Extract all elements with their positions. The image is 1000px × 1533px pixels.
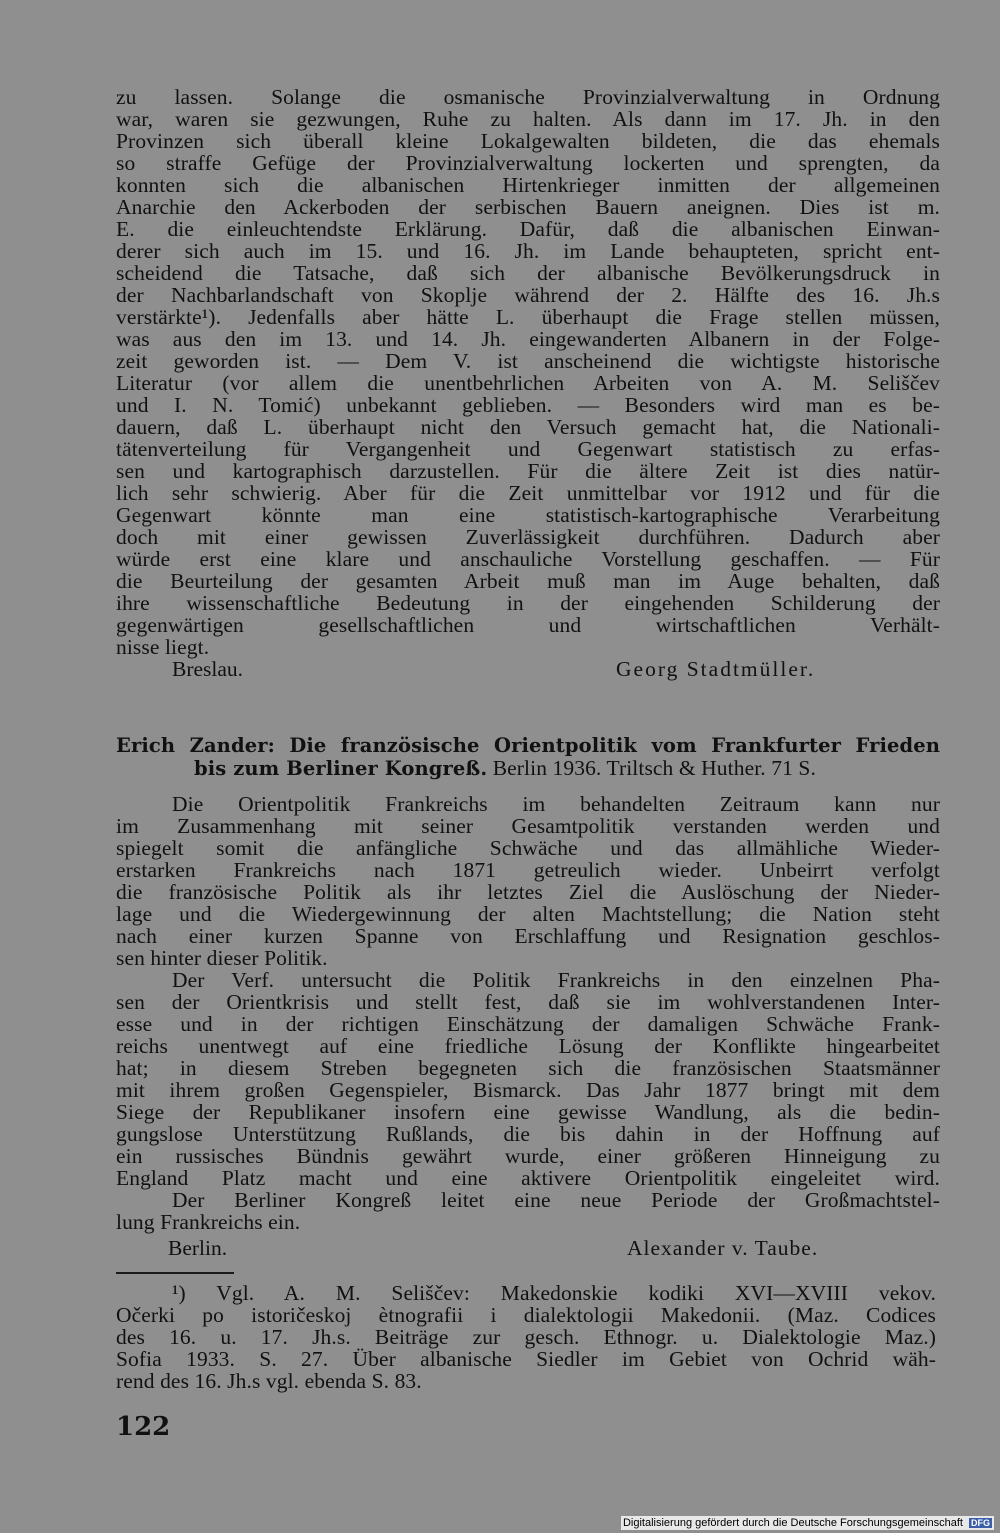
review-place: Berlin. [168,1236,228,1260]
text-line: so straffe Gefüge der Provinzialverwaltung lockerten und sprengten, da [116,151,940,175]
review-body-text [116,793,940,1233]
text-line: Literatur (vor allem die unentbehrlichen Arbeiten von A. M. Seliščev [116,371,940,395]
text-line: gungslose Unterstützung Rußlands, die bis dahin in der Hoffnung auf [116,1122,940,1146]
page-number: 122 [116,1412,171,1442]
footnote-line: ¹) Vgl. A. M. Seliščev: Makedonskie kodiki XVI—XVIII vekov. [172,1281,936,1305]
text-line: Die Orientpolitik Frankreichs im behandelten Zeitraum kann nur [172,792,940,816]
text-line: gegenwärtigen gesellschaftlichen und wirtschaftlichen Verhält- [116,613,940,637]
footnote [116,1282,936,1392]
text-line: sen hinter dieser Politik. [116,946,328,970]
text-line: Siege der Republikaner insofern eine gewisse Wandlung, als die bedin- [116,1100,940,1124]
dfg-logo: DFG [971,1518,990,1528]
text-line: nach einer kurzen Spanne von Erschlaffung und Resignation geschlos- [116,924,940,948]
digitization-credit [621,1516,994,1530]
footnote-line: Očerki po istoričeskoj ètnografii i dialektologii Makedonii. (Maz. Codices [116,1303,936,1327]
text-line: lich sehr schwierig. Aber für die Zeit unmittelbar vor 1912 und für die [116,481,940,505]
credit-text: Digitalisierung gefördert durch die Deutsche Forschungsgemeinschaft [622,1517,963,1529]
text-line: und I. N. Tomić) unbekannt geblieben. — Besonders wird man es be- [116,393,940,417]
text-line: Gegenwart könnte man eine statistisch-kartographische Verarbeitung [116,503,940,527]
text-line: lung Frankreichs ein. [116,1210,301,1234]
review-heading-title-end: bis zum Berliner Kongreß. [194,757,488,780]
footnote-line: rend des 16. Jh.s vgl. ebenda S. 83. [116,1369,422,1393]
review-continuation-text [116,86,940,658]
text-line: ein russisches Bündnis gewährt wurde, einer größeren Hinneigung zu [116,1144,940,1168]
text-line: würde erst eine klare und anschauliche Vorstellung geschaffen. — Für [116,547,940,571]
text-line: Der Berliner Kongreß leitet eine neue Periode der Großmachtstel- [172,1188,940,1212]
text-line: Anarchie den Ackerboden der serbischen Bauern aneignen. Dies ist m. [116,195,940,219]
review-heading-publication: Berlin 1936. Triltsch & Huther. 71 S. [487,756,816,780]
text-line: der Nachbarlandschaft von Skoplje während der 2. Hälfte des 16. Jh.s [116,283,940,307]
text-line: reichs unentwegt auf eine friedliche Lösung der Konflikte hingearbeitet [116,1034,940,1058]
text-line: tätenverteilung für Vergangenheit und Gegenwart statistisch zu erfas- [116,437,940,461]
text-line: sen der Orientkrisis und stellt fest, daß sie im wohlverstandenen Inter- [116,990,940,1014]
text-line: sen und kartographisch darzustellen. Für die ältere Zeit ist dies natür- [116,459,940,483]
review-heading [116,735,940,779]
text-line: die Beurteilung der gesamten Arbeit muß man im Auge behalten, daß [116,569,940,593]
footnote-separator [116,1272,234,1274]
text-line: war, waren sie gezwungen, Ruhe zu halten. Als dann im 17. Jh. in den [116,107,940,131]
footnote-line: des 16. u. 17. Jh.s. Beiträge zur gesch. Ethnogr. u. Dialektologie Maz.) [116,1325,936,1349]
text-line: England Platz macht und eine aktivere Orientpolitik eingeleitet wird. [116,1166,940,1190]
text-line: nisse liegt. [116,635,210,659]
text-line: zeit geworden ist. — Dem V. ist anscheinend die wichtigste historische [116,349,940,373]
text-line: E. die einleuchtendste Erklärung. Dafür, daß die albanischen Einwan- [116,217,940,241]
text-line: lage und die Wiedergewinnung der alten Machtstellung; die Nation steht [116,902,940,926]
review-author: Alexander v. Taube. [627,1236,819,1260]
text-line: erstarken Frankreichs nach 1871 getreulich wieder. Unbeirrt verfolgt [116,858,940,882]
text-line: doch mit einer gewissen Zuverlässigkeit durchführen. Dadurch aber [116,525,940,549]
review-place: Breslau. [172,657,244,681]
text-line: esse und in der richtigen Einschätzung der damaligen Schwäche Frank- [116,1012,940,1036]
review-heading-line-1: Erich Zander: Die französische Orientpolitik vom Frankfurter Frieden [116,734,940,757]
review-heading-line-2 [116,757,940,779]
text-line: scheidend die Tatsache, daß sich der albanische Bevölkerungsdruck in [116,261,940,285]
text-line: ihre wissenschaftliche Bedeutung in der eingehenden Schilderung der [116,591,940,615]
text-line: Provinzen sich überall kleine Lokalgewalten bildeten, die das ehemals [116,129,940,153]
text-line: konnten sich die albanischen Hirtenkrieger inmitten der allgemeinen [116,173,940,197]
text-line: zu lassen. Solange die osmanische Provinzialverwaltung in Ordnung [116,85,940,109]
text-line: die französische Politik als ihr letztes Ziel die Auslöschung der Nieder- [116,880,940,904]
text-line: im Zusammenhang mit seiner Gesamtpolitik verstanden werden und [116,814,940,838]
text-line: mit ihrem großen Gegenspieler, Bismarck. Das Jahr 1877 bringt mit dem [116,1078,940,1102]
review-author: Georg Stadtmüller. [616,657,816,681]
text-line: was aus den im 13. und 14. Jh. eingewanderten Albanern in der Folge- [116,327,940,351]
text-line: spiegelt somit die anfängliche Schwäche und das allmähliche Wieder- [116,836,940,860]
text-line: hat; in diesem Streben begegneten sich die französischen Staatsmänner [116,1056,940,1080]
text-line: verstärkte¹). Jedenfalls aber hätte L. überhaupt die Frage stellen müssen, [116,305,940,329]
text-line: derer sich auch im 15. und 16. Jh. im Lande behaupteten, spricht ent- [116,239,940,263]
text-line: dauern, daß L. überhaupt nicht den Versuch gemacht hat, die Nationali- [116,415,940,439]
footnote-line: Sofia 1933. S. 27. Über albanische Siedler im Gebiet von Ochrid wäh- [116,1347,936,1371]
text-line: Der Verf. untersucht die Politik Frankreichs in den einzelnen Pha- [172,968,940,992]
